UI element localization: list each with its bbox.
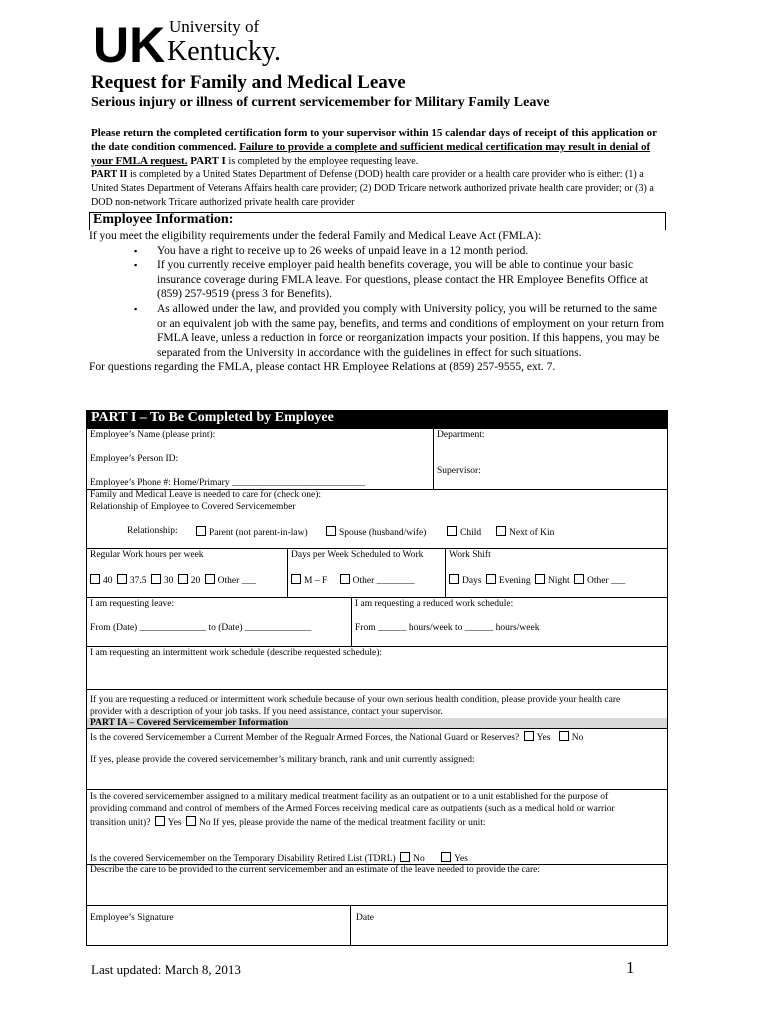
part1a-q1-followup: If yes, please provide the covered servicemember’s military branch, rank and unit currently assigned: <box>90 755 475 765</box>
employee-rights-list <box>89 244 669 361</box>
intro-part1-text: is completed by the employee requesting leave. <box>228 155 419 167</box>
care-for-label: Family and Medical Leave is needed to care for (check one): <box>90 490 322 500</box>
part1a-q3: Is the covered Servicemember on the Temporary Disability Retired List (TDRL) No Yes <box>90 854 468 864</box>
checkbox[interactable] <box>441 852 451 862</box>
intro-part2-label: PART II <box>91 169 128 181</box>
checkbox[interactable] <box>326 526 336 536</box>
leave-dates-field[interactable]: From (Date) ______________ to (Date) ______________ <box>90 623 312 633</box>
employee-info-lead: If you meet the eligibility requirements under the federal Family and Medical Leave Act (FMLA): <box>89 230 542 242</box>
page-title: Request for Family and Medical Leave <box>91 72 406 93</box>
employee-info-header <box>89 212 666 230</box>
part1-header-bar <box>86 410 668 428</box>
checkbox[interactable] <box>535 574 545 584</box>
checkbox[interactable] <box>186 816 196 826</box>
logo-line-2: Kentucky. <box>167 36 282 66</box>
checkbox[interactable] <box>559 731 569 741</box>
hours-label: Regular Work hours per week <box>90 550 204 560</box>
signature-label: Employee’s Signature <box>90 913 174 923</box>
page-number: 1 <box>626 958 635 977</box>
checkbox[interactable] <box>400 852 410 862</box>
row-divider <box>87 548 667 549</box>
relationship-to-label: Relationship of Employee to Covered Servicemember <box>90 502 296 512</box>
requesting-leave-label: I am requesting leave: <box>90 599 175 609</box>
employee-name-label: Employee’s Name (please print): <box>90 430 216 440</box>
care-description-label: Describe the care to be provided to the current servicemember and an estimate of the leave needed to provide the care: <box>90 865 540 875</box>
checkbox[interactable] <box>90 574 100 584</box>
part1a-q2-line-2: providing command and control of members of the Armed Forces receiving medical care as outpatients (such as a medical hold or warrior <box>90 804 615 814</box>
intro-return-instruction: Please return the completed certification form to your supervisor within 15 calendar days of receipt of this application or the date condition commenced. <box>91 127 657 153</box>
intro-part2-text: is completed by a United States Department of Defense (DOD) health care provider or a health care provider who is either: (1) a United States Department of Veterans Affairs health care provider; (2) DOD Tricare network authorized private health care provider; or (3) a DOD non-network Tricare authorized private health care provider <box>91 169 654 208</box>
part1a-q2-line-1: Is the covered servicemember assigned to a military medical treatment facility as an outpatient or to a unit established for the purpose of <box>90 792 609 802</box>
intro-part1-label: PART I <box>190 154 226 167</box>
employee-info-heading: Employee Information: <box>93 212 234 227</box>
employee-info-body <box>89 229 669 375</box>
checkbox[interactable] <box>449 574 459 584</box>
phone-label: Employee’s Phone #: Home/Primary ____________________________ <box>90 478 365 488</box>
checkbox[interactable] <box>447 526 457 536</box>
relationship-label: Relationship: <box>127 526 178 536</box>
checkbox[interactable] <box>340 574 350 584</box>
part1-form-grid <box>86 428 668 946</box>
days-options[interactable]: M – F Other ________ <box>289 574 415 586</box>
person-id-label: Employee’s Person ID: <box>90 454 179 464</box>
col-divider <box>433 429 434 489</box>
part1-title: PART I – To Be Completed by Employee <box>91 410 334 425</box>
reduced-schedule-label: I am requesting a reduced work schedule: <box>355 599 514 609</box>
row-divider <box>87 789 667 790</box>
checkbox[interactable] <box>117 574 127 584</box>
rights-bullet: ▪ If you currently receive employer paid health benefits coverage, you will be able to continue your basic insurance coverage during FMLA leave. For questions, please contact the HR Employee Benefits Office at (859) 257-9519 (press 3 for Benefits). <box>134 258 669 302</box>
days-label: Days per Week Scheduled to Work <box>291 550 424 560</box>
row-divider <box>87 728 667 729</box>
row-divider <box>87 646 667 647</box>
shift-options[interactable]: Days Evening Night Other ___ <box>447 574 625 586</box>
own-condition-line-2: provider with a description of your job tasks. If you need assistance, contact your supervisor. <box>90 707 443 717</box>
checkbox[interactable] <box>205 574 215 584</box>
employee-info-closing: For questions regarding the FMLA, please contact HR Employee Relations at (859) 257-9555, ext. 7. <box>89 361 556 374</box>
logo-monogram: UK <box>93 17 166 66</box>
row-divider <box>87 689 667 690</box>
col-divider <box>287 548 288 597</box>
checkbox[interactable] <box>486 574 496 584</box>
checkbox[interactable] <box>524 731 534 741</box>
part1a-q2-line-3: transition unit)? Yes No If yes, please provide the name of the medical treatment facility or unit: <box>90 818 486 828</box>
checkbox[interactable] <box>196 526 206 536</box>
checkbox[interactable] <box>155 816 165 826</box>
checkbox[interactable] <box>291 574 301 584</box>
supervisor-label: Supervisor: <box>437 466 481 476</box>
col-divider <box>445 548 446 597</box>
checkbox[interactable] <box>178 574 188 584</box>
intro-paragraph <box>91 127 671 210</box>
col-divider <box>350 905 351 945</box>
part1a-title: PART IA – Covered Servicemember Information <box>90 718 289 728</box>
intro-warning: Failure to provide a complete and sufficient medical certification may result in denial of your FMLA request. <box>91 140 651 167</box>
checkbox[interactable] <box>151 574 161 584</box>
rights-bullet: ▪ You have a right to receive up to 26 weeks of unpaid leave in a 12 month period. <box>134 244 669 259</box>
rights-bullet: ▪ As allowed under the law, and provided you comply with University policy, you will be returned to the same or an equivalent job with the same pay, benefits, and terms and conditions of employment on your return from FMLA leave, unless a reduction in force or reorganization impacts your position. If this happens, you may be separated from the University in accordance with the guidelines in effect for such situations. <box>134 302 669 360</box>
checkbox[interactable] <box>496 526 506 536</box>
shift-label: Work Shift <box>449 550 491 560</box>
col-divider <box>351 597 352 646</box>
date-label: Date <box>356 913 374 923</box>
own-condition-line-1: If you are requesting a reduced or intermittent work schedule because of your own serious health condition, please provide your health care <box>90 695 621 705</box>
rel-option-next-of-kin[interactable]: Next of Kin <box>494 526 554 538</box>
uk-logo-mark <box>93 14 293 66</box>
rel-option-child[interactable]: Child <box>445 526 481 538</box>
rel-option-spouse[interactable]: Spouse (husband/wife) <box>324 526 426 538</box>
logo-line-1: University of <box>169 17 260 36</box>
university-logo <box>93 14 293 66</box>
department-label: Department: <box>437 430 485 440</box>
checkbox[interactable] <box>574 574 584 584</box>
page-subtitle: Serious injury or illness of current servicemember for Military Family Leave <box>91 95 550 110</box>
reduced-hours-field[interactable]: From ______ hours/week to ______ hours/week <box>355 623 540 633</box>
row-divider <box>87 597 667 598</box>
last-updated: Last updated: March 8, 2013 <box>91 962 241 977</box>
part1a-q1: Is the covered Servicemember a Current Member of the Regualr Armed Forces, the National Guard or Reserves? Yes No <box>90 733 584 743</box>
intermittent-label: I am requesting an intermittent work schedule (describe requested schedule): <box>90 648 383 658</box>
row-divider <box>87 905 667 906</box>
rel-option-parent[interactable]: Parent (not parent-in-law) <box>194 526 308 538</box>
hours-options[interactable]: 40 37.5 30 20 Other ___ <box>88 574 256 586</box>
